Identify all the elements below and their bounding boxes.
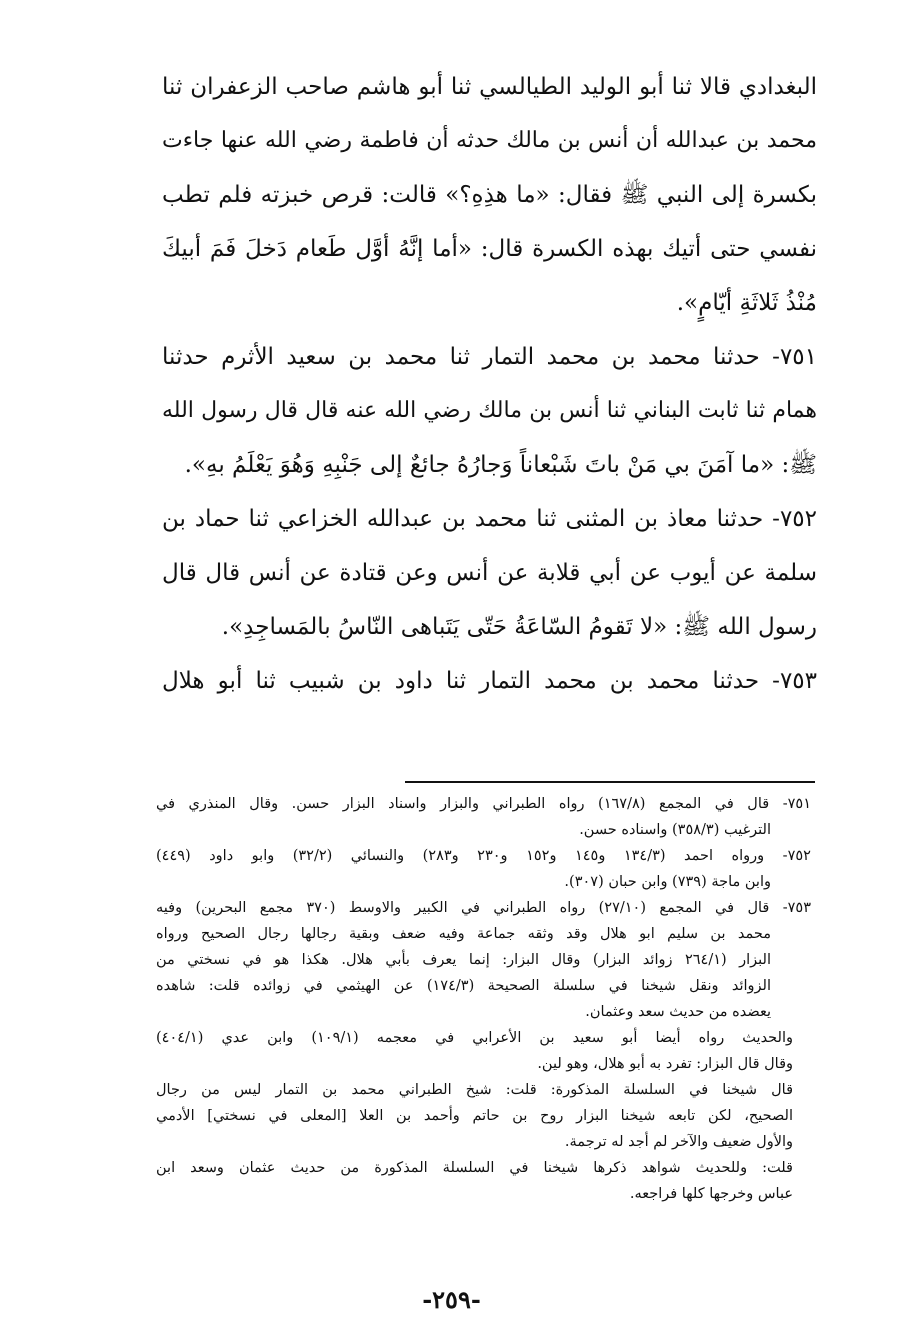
hadith-751-heading: ٧٥١- حدثنا محمد بن محمد التمار ثنا محمد بن سعيد الأثرم حدثنا [162, 344, 817, 370]
page-number: -٢٥٩- [422, 1285, 481, 1314]
footnote-line: وقال قال البزار: تفرد به أبو هلال، وهو لين. [537, 1056, 793, 1072]
footnote-line: والأول ضعيف والآخر لم أجد له ترجمة. [564, 1134, 793, 1150]
text-line: رسول الله ﷺ: «لا تَقومُ السّاعَةُ حَتّى يَتَباهى النّاسُ بالمَساجِدِ». [221, 614, 817, 640]
text-line: مُنْذُ ثَلاثَةِ أيّامٍ». [676, 290, 817, 316]
footnotes [156, 791, 811, 1207]
footnote-line: ٧٥١- قال في المجمع (١٦٧/٨) رواه الطبراني والبزار واسناد البزار حسن. وقال المنذري في [156, 796, 811, 812]
text-line: محمد بن عبدالله أن أنس بن مالك حدثه أن فاطمة رضي الله عنها جاءت [162, 128, 817, 153]
hadith-752-heading: ٧٥٢- حدثنا معاذ بن المثنى ثنا محمد بن عبدالله الخزاعي ثنا حماد بن [162, 506, 817, 532]
footnote-line: محمد بن سليم ابو هلال وقد وثقه جماعة وفيه ضعف وبقية رجالها رجال الصحيح ورواه [156, 926, 771, 942]
footnote-line: وابن ماجة (٧٣٩) وابن حبان (٣٠٧). [564, 874, 771, 890]
footnote-line: عباس وخرجها كلها فراجعه. [629, 1186, 793, 1202]
footnote-line: قلت: وللحديث شواهد ذكرها شيخنا في السلسلة المذكورة من حديث عثمان وسعد ابن [156, 1160, 793, 1176]
footnote-line: والحديث رواه أيضا أبو سعيد بن الأعرابي في معجمه (١٠٩/١) وابن عدي (٤٠٤/١) [156, 1030, 793, 1046]
footnote-line: الزوائد ونقل شيخنا في سلسلة الصحيحة (١٧٤/٣) عن الهيثمي في زوائده قلت: شاهده [156, 978, 771, 994]
text-line: البغدادي قالا ثنا أبو الوليد الطيالسي ثنا أبو هاشم صاحب الزعفران ثنا [162, 74, 817, 100]
text-line: بكسرة إلى النبي ﷺ فقال: «ما هذِهِ؟» قالت: قرص خبزته فلم تطب [162, 182, 817, 208]
hadith-753-heading: ٧٥٣- حدثنا محمد بن محمد التمار ثنا داود بن شبيب ثنا أبو هلال [162, 668, 817, 694]
text-line: نفسي حتى أتيك بهذه الكسرة قال: «أما إنَّهُ أوَّل طَعام دَخلَ فَمَ أبيكَ [162, 236, 817, 262]
footnote-line: البزار (٢٦٤/١ زوائد البزار) وقال البزار: إنما يعرف بأبي هلال. هكذا هو في نسختي من [156, 952, 771, 968]
footnote-line: يعضده من حديث سعد وعثمان. [585, 1004, 771, 1020]
footnote-line: ٧٥٢- ورواه احمد (١٣٤/٣ و١٤٥ و١٥٢ و٢٣٠ و٢٨٣) والنسائي (٣٢/٢) وابو داود (٤٤٩) [156, 848, 811, 864]
footnote-separator [405, 781, 815, 783]
text-line: ﷺ: «ما آمَنَ بي مَنْ باتَ شَبْعاناً وَجارُهُ جائعٌ إلى جَنْبِهِ وَهُوَ يَعْلَمُ بهِ». [184, 452, 817, 478]
text-line: سلمة عن أيوب عن أبي قلابة عن أنس وعن قتادة عن أنس قال قال [162, 560, 817, 586]
footnote-line: قال شيخنا في السلسلة المذكورة: قلت: شيخ الطبراني محمد بن التمار ليس من رجال [156, 1082, 794, 1098]
footnote-line: الترغيب (٣٥٨/٣) واسناده حسن. [579, 822, 771, 838]
footnote-line: الصحيح، لكن تابعه شيخنا البزار روح بن حاتم وأحمد بن العلا [المعلى في نسختي] الأدمي [156, 1108, 793, 1124]
main-text [162, 60, 817, 708]
text-line: همام ثنا ثابت البناني ثنا أنس بن مالك رضي الله عنه قال قال رسول الله [162, 398, 817, 423]
footnote-line: ٧٥٣- قال في المجمع (٢٧/١٠) رواه الطبراني في الكبير والاوسط (٣٧٠ مجمع البحرين) وفيه [156, 900, 811, 916]
